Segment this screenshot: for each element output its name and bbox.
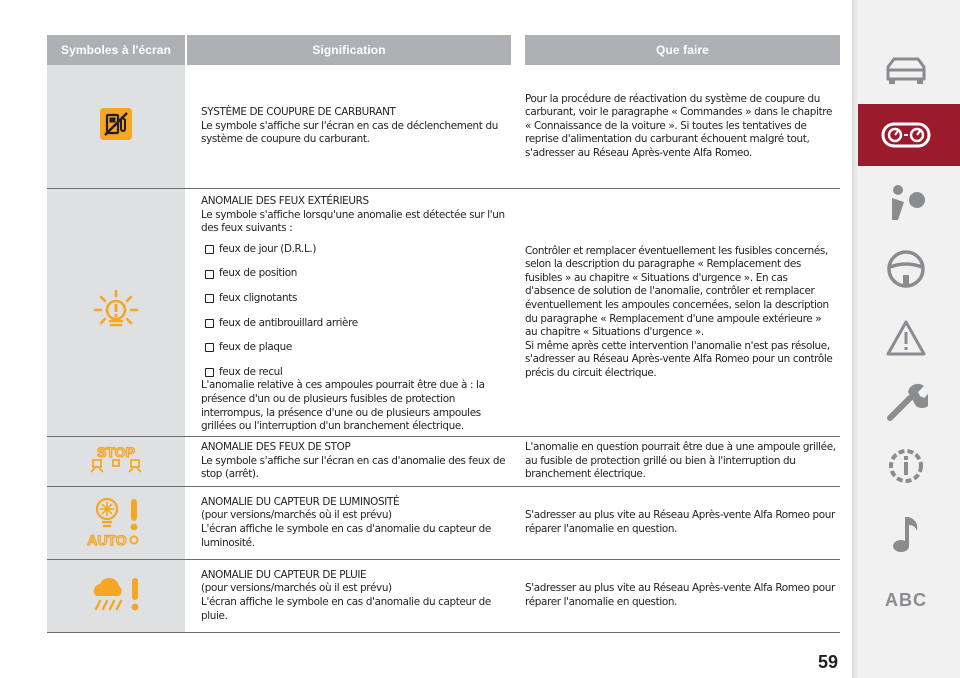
row-action: Pour la procédure de réactivation du système de coupure du carburant, voir le paragraphe « Commandes » dans le chapitre « Connaissance de la voiture ». Si toutes les tentatives de reprise d'alimentation du carburant échouent malgré tout, s'adresser au Réseau Après-vente Alfa Romeo.	[525, 92, 833, 159]
wrench-icon	[884, 380, 928, 424]
bullet-item: feux de position	[205, 267, 507, 281]
sidebar-item-safety[interactable]	[852, 178, 960, 230]
bullet-item: feux de plaque	[205, 341, 507, 355]
exterior-lights-fault-icon	[93, 289, 139, 336]
bullet-item: feux clignotants	[205, 292, 507, 306]
fuel-cutoff-icon	[99, 107, 133, 146]
sidebar-item-multimedia[interactable]	[852, 508, 960, 560]
bullet-item: feux de recul	[205, 366, 507, 380]
checkbox-bullet-icon	[205, 294, 214, 303]
symbol-cell	[47, 65, 185, 189]
steering-wheel-icon	[885, 248, 927, 290]
row-action: L'anomalie en question pourrait être due à une ampoule grillée, au fusible de protection grillé ou bien à l'interruption du branchement électrique.	[525, 441, 836, 481]
checkbox-bullet-icon	[205, 368, 214, 377]
symbol-cell	[47, 437, 185, 487]
bullet-item: feux de antibrouillard arrière	[205, 317, 507, 331]
row-action-2: Si même après cette intervention l'anomalie n'est pas résolue, s'adresser au Réseau Après-vente Alfa Romeo pour un contrôle précis du circuit électrique.	[525, 339, 833, 379]
bullet-item: feux de jour (D.R.L.)	[205, 243, 507, 257]
sidebar-item-index[interactable]	[852, 580, 960, 620]
sidebar-item-maintenance[interactable]	[852, 374, 960, 430]
row-title: ANOMALIE DU CAPTEUR DE LUMINOSITÉ	[201, 495, 400, 508]
page-number: 59	[818, 652, 839, 672]
action-cell	[511, 189, 840, 437]
checkbox-bullet-icon	[205, 270, 214, 279]
brightness-sensor-fault-icon	[87, 495, 145, 552]
meaning-cell	[185, 65, 511, 189]
warning-table	[47, 35, 840, 633]
row-title: SYSTÈME DE COUPURE DE CARBURANT	[201, 106, 396, 119]
row-description: Le symbole s'affiche sur l'écran en cas d'anomalie des feux de stop (arrêt).	[201, 454, 506, 481]
checkbox-bullet-icon	[205, 319, 214, 328]
checkbox-bullet-icon	[205, 343, 214, 352]
row-subtitle: (pour versions/marchés où il est prévu)	[201, 509, 392, 522]
row-description: Le symbole s'affiche lorsqu'une anomalie est détectée sur l'un des feux suivants :	[201, 208, 505, 235]
row-description: L'écran affiche le symbole en cas d'anomalie du capteur de luminosité.	[201, 523, 491, 549]
row-description: L'écran affiche le symbole en cas d'anomalie du capteur de pluie.	[201, 596, 491, 622]
symbol-cell	[47, 560, 185, 633]
meaning-cell	[185, 487, 511, 560]
symbol-cell	[47, 189, 185, 437]
rain-sensor-fault-icon	[88, 574, 144, 619]
header-symbols: Symboles à l'écran	[47, 35, 185, 65]
row-title: ANOMALIE DU CAPTEUR DE PLUIE	[201, 568, 367, 581]
row-title: ANOMALIE DES FEUX EXTÉRIEURS	[201, 195, 369, 207]
sidebar-item-dashboard[interactable]	[852, 104, 960, 166]
chapter-sidebar	[852, 0, 960, 678]
sidebar-edge-shadow	[852, 0, 858, 678]
gear-info-icon	[884, 444, 928, 488]
warning-icon	[885, 319, 927, 357]
action-cell	[511, 437, 840, 487]
car-icon	[883, 55, 929, 85]
row-description: Le symbole s'affiche sur l'écran en cas de déclenchement du système de coupure du carburant.	[201, 119, 498, 146]
header-meaning: Signification	[185, 35, 511, 65]
sidebar-item-emergency[interactable]	[852, 312, 960, 364]
dashboard-icon	[881, 121, 931, 149]
row-action: S'adresser au plus vite au Réseau Après-vente Alfa Romeo pour réparer l'anomalie en question.	[525, 509, 835, 535]
sidebar-item-technical-data[interactable]	[852, 438, 960, 494]
music-note-icon	[888, 513, 924, 555]
sidebar-item-car[interactable]	[852, 42, 960, 98]
stop-lights-fault-icon	[88, 444, 144, 479]
row-action: S'adresser au plus vite au Réseau Après-vente Alfa Romeo pour réparer l'anomalie en question.	[525, 582, 835, 608]
row-title: ANOMALIE DES FEUX DE STOP	[201, 441, 351, 454]
sidebar-item-driving[interactable]	[852, 242, 960, 296]
abc-index-label: ABC	[885, 589, 927, 610]
action-cell	[511, 487, 840, 560]
checkbox-bullet-icon	[205, 245, 214, 254]
meaning-cell	[185, 189, 511, 437]
meaning-cell	[185, 560, 511, 633]
meaning-cell	[185, 437, 511, 487]
action-cell	[511, 560, 840, 633]
svg-text:STOP: STOP	[97, 444, 135, 460]
symbol-cell	[47, 487, 185, 560]
airbag-icon	[884, 182, 928, 226]
action-cell	[511, 65, 840, 189]
svg-text:AUTO: AUTO	[87, 531, 127, 547]
header-action: Que faire	[511, 35, 840, 65]
row-description-2: L'anomalie relative à ces ampoules pourrait être due à : la présence d'un ou de plusieurs fusibles de protection interrompus, la présence d'une ou de plusieurs ampoules grillées ou l'interruption d'un branchement électrique.	[201, 379, 485, 433]
row-action: Contrôler et remplacer éventuellement les fusibles concernés, selon la description du paragraphe « Remplacement des fusibles » au chapitre « Situations d'urgence ». En cas d'absence de solution de l'anomalie, contrôler et remplacer éventuellement les ampoules concernées, selon la description du paragraphe « Remplacement d'une ampoule extérieure » au chapitre « Situations d'urgence ».	[525, 244, 829, 339]
row-subtitle: (pour versions/marchés où il est prévu)	[201, 582, 392, 595]
